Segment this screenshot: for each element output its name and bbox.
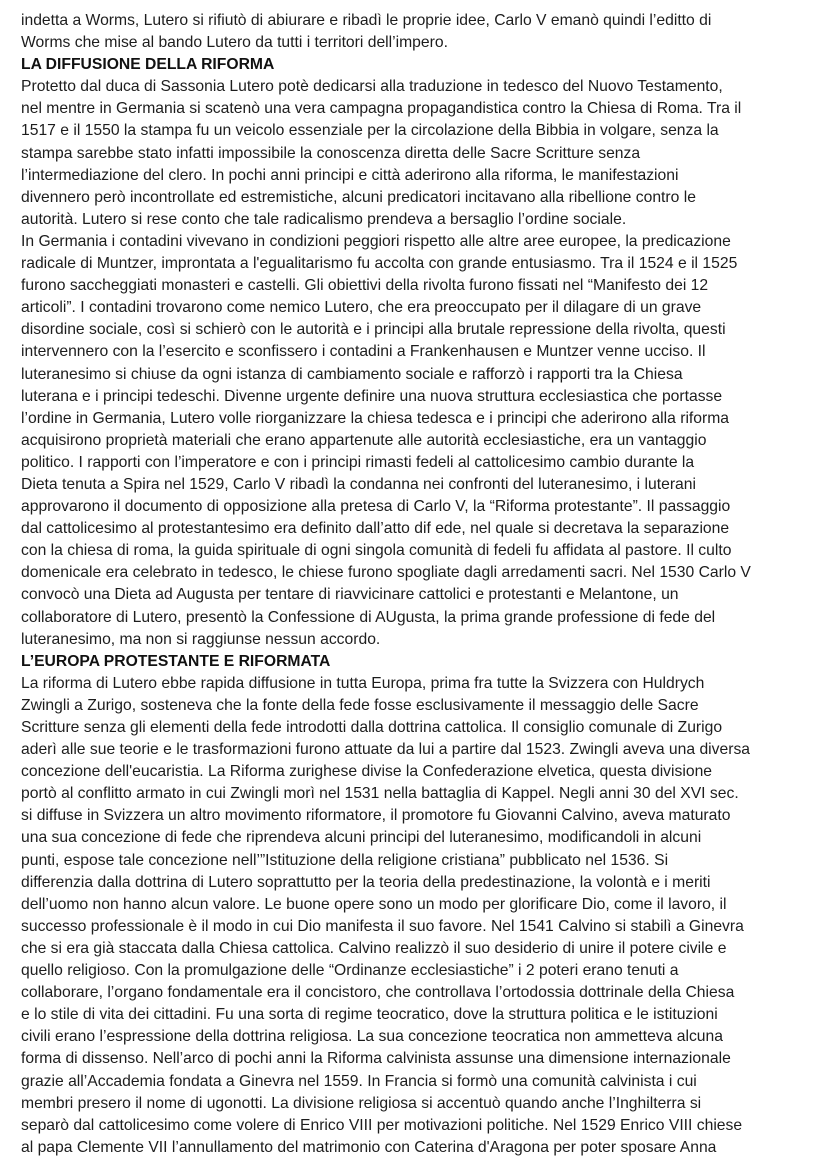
text-line: una sua concezione di fede che riprendeva alcuni principi del luteranesimo, modificandoli in alcuni <box>21 829 702 847</box>
text-line: l’intermediazione del clero. In pochi anni principi e città aderirono alla riforma, le manifestazioni <box>21 166 679 184</box>
text-line: forma di dissenso. Nell’arco di pochi anni la Riforma calvinista assunse una dimensione internazionale <box>21 1050 731 1068</box>
text-line: quello religioso. Con la promulgazione delle “Ordinanze ecclesiastiche” i 2 poteri erano tenuti a <box>21 962 679 980</box>
paragraph <box>21 76 804 650</box>
text-line: 1517 e il 1550 la stampa fu un veicolo essenziale per la circolazione della Bibbia in volgare, senza la <box>21 122 719 140</box>
text-line: Worms che mise al bando Lutero da tutti i territori dell’impero. <box>21 34 448 52</box>
text-line: luteranesimo, ma non si raggiunse nessun accordo. <box>21 630 381 648</box>
text-line: indetta a Worms, Lutero si rifiutò di abiurare e ribadì le proprie idee, Carlo V emanò quindi l’editto di <box>21 12 712 29</box>
text-line: nel mentre in Germania si scatenò una vera campagna propagandistica contro la Chiesa di Roma. Tra il <box>21 100 742 118</box>
text-line: differenzia dalla dottrina di Lutero soprattutto per la teoria della predestinazione, la volontà e i meriti <box>21 873 711 891</box>
text-line: La riforma di Lutero ebbe rapida diffusione in tutta Europa, prima fra tutte la Svizzera con Huldrych <box>21 674 705 692</box>
text-line: luteranesimo si chiuse da ogni istanza di cambiamento sociale e rafforzò i rapporti tra la Chiesa <box>21 365 683 383</box>
section-heading: LA DIFFUSIONE DELLA RIFORMA <box>21 56 275 74</box>
text-line: stampa sarebbe stato infatti impossibile la conoscenza diretta delle Sacre Scritture senza <box>21 144 641 162</box>
text-line: che si era già staccata dalla Chiesa cattolica. Calvino realizzò il suo desiderio di unire il potere civile e <box>21 939 727 957</box>
text-line: autorità. Lutero si rese conto che tale radicalismo prendeva a bersaglio l’ordine sociale. <box>21 210 627 228</box>
text-line: Zwingli a Zurigo, sosteneva che la fonte della fede fosse esclusivamente il messaggio delle Sacre <box>21 696 699 714</box>
text-line: separò dal cattolicesimo come volere di Enrico VIII per motivazioni politiche. Nel 1529 Enrico VIII chiese <box>21 1116 743 1134</box>
text-line: intervennero con la l’esercito e sconfissero i contadini a Frankenhausen e Muntzer venne ucciso. Il <box>21 343 706 361</box>
text-line: divennero però incontrollate ed estremistiche, alcuni predicatori incitavano alla ribellione contro le <box>21 188 696 206</box>
text-line: grazie all’Accademia fondata a Ginevra nel 1559. In Francia si formò una comunità calvinista i cui <box>21 1072 697 1090</box>
text-line: Protetto dal duca di Sassonia Lutero potè dedicarsi alla traduzione in tedesco del Nuovo Testamento, <box>21 78 723 96</box>
text-line: al papa Clemente VII l’annullamento del matrimonio con Caterina d'Aragona per poter sposare Anna <box>21 1138 717 1156</box>
text-line: civili erano l’espressione della dottrina religiosa. La sua concezione teocratica non ammetteva alcuna <box>21 1028 723 1046</box>
text-line: radicale di Muntzer, improntata a l'egualitarismo fu accolta con grande entusiasmo. Tra il 1524 e il 1525 <box>21 255 738 273</box>
text-line: Dieta tenuta a Spira nel 1529, Carlo V ribadì la condanna nei confronti del luteranesimo, i luterani <box>21 475 696 493</box>
text-line: l’ordine in Germania, Lutero volle riorganizzare la chiesa tedesca e i principi che aderirono alla riforma <box>21 409 730 427</box>
text-line: aderì alle sue teorie e le trasformazioni furono attuate da lui a partire dal 1523. Zwingli aveva una diversa <box>21 741 751 759</box>
paragraph <box>21 673 804 1159</box>
text-line: In Germania i contadini vivevano in condizioni peggiori rispetto alle altre aree europee, la predicazione <box>21 232 731 250</box>
text-line: furono saccheggiati monasteri e castelli. Gli obiettivi della rivolta furono fissati nel “Manifesto dei 12 <box>21 277 709 295</box>
text-line: si diffuse in Svizzera un altro movimento riformatore, il promotore fu Giovanni Calvino, aveva maturato <box>21 807 731 825</box>
text-line: collaboratore di Lutero, presentò la Confessione di AUgusta, la prima grande professione di fede del <box>21 608 716 626</box>
text-line: luterana e i principi tedeschi. Divenne urgente definire una nuova struttura ecclesiastica che portasse <box>21 387 723 405</box>
text-line: disordine sociale, così si schierò con le autorità e i principi alla brutale repressione della rivolta, questi <box>21 321 726 339</box>
text-line: con la chiesa di roma, la guida spirituale di ogni singola comunità di fedeli fu affidata al pastore. Il culto <box>21 542 732 560</box>
text-line: successo professionale è il modo in cui Dio manifesta il suo favore. Nel 1541 Calvino si stabilì a Ginevra <box>21 917 744 935</box>
text-line: punti, espose tale concezione nell’”Istituzione della religione cristiana” pubblicato nel 1536. Si <box>21 851 669 869</box>
text-line: dal cattolicesimo al protestantesimo era definito dall’atto dif ede, nel quale si decretava la separazione <box>21 520 730 538</box>
text-line: dell’uomo non hanno alcun valore. Le buone opere sono un modo per glorificare Dio, come il lavoro, il <box>21 895 727 913</box>
text-line: membri presero il nome di ugonotti. La divisione religiosa si accentuò quando anche l’Inghilterra si <box>21 1094 702 1112</box>
text-line: domenicale era celebrato in tedesco, le chiese furono spogliate dagli arredamenti sacri. Nel 1530 Carlo V <box>21 564 751 582</box>
text-line: articoli”. I contadini trovarono come nemico Lutero, che era preoccupato per il dilagare di un grave <box>21 299 702 317</box>
text-line: Scritture senza gli elementi della fede introdotti dalla dottrina cattolica. Il consiglio comunale di Zurigo <box>21 719 723 736</box>
paragraph <box>21 10 804 54</box>
text-line: convocò una Dieta ad Augusta per tentare di riavvicinare cattolici e protestanti e Melantone, un <box>21 586 679 604</box>
section-heading: L’EUROPA PROTESTANTE E RIFORMATA <box>21 652 331 670</box>
text-line: acquisirono proprietà materiali che erano appartenute alle autorità ecclesiastiche, era un vantaggio <box>21 431 707 449</box>
text-line: concezione dell'eucaristia. La Riforma zurighese divise la Confederazione elvetica, questa divisione <box>21 763 713 781</box>
text-line: politico. I rapporti con l’imperatore e con i principi rimasti fedeli al cattolicesimo cambio durante la <box>21 453 695 471</box>
text-line: e lo stile di vita dei cittadini. Fu una sorta di regime teocratico, dove la struttura politica e le istituzioni <box>21 1006 718 1024</box>
text-line: portò al conflitto armato in cui Zwingli morì nel 1531 nella battaglia di Kappel. Negli anni 30 del XVI sec. <box>21 785 739 803</box>
text-line: collaborare, l’organo fondamentale era il concistoro, che controllava l’ortodossia dottrinale della Chiesa <box>21 984 735 1002</box>
text-line: approvarono il documento di opposizione alla pretesa di Carlo V, la “Riforma protestante”. Il passaggio <box>21 498 731 516</box>
